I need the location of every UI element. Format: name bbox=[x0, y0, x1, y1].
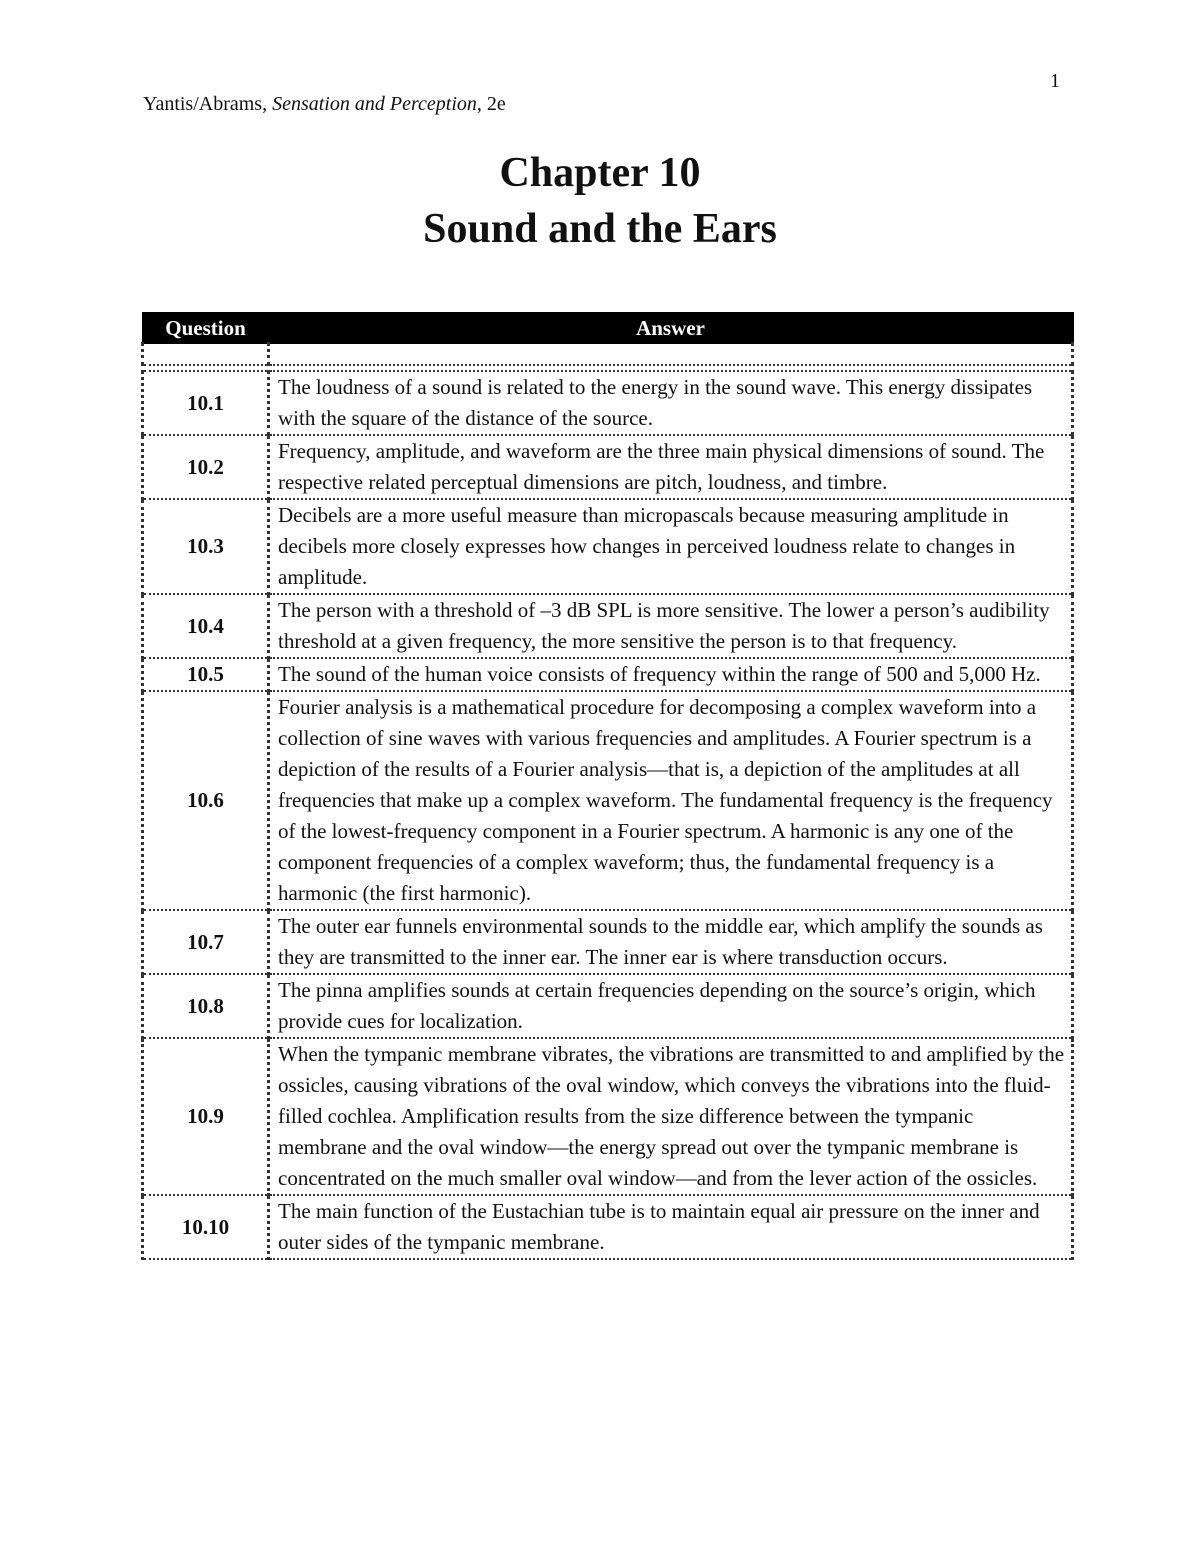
empty-question-cell bbox=[143, 343, 269, 365]
answer-text: The loudness of a sound is related to the energy in the sound wave. This energy dissipates with the square of the distance of the source. bbox=[269, 371, 1073, 435]
answer-text: When the tympanic membrane vibrates, the vibrations are transmitted to and amplified by the ossicles, causing vibrations of the oval window, which conveys the vibrations into the fluid-filled cochlea. Amplification results from the size difference between the tympanic membrane and the oval window—the energy spread out over the tympanic membrane is concentrated on the much smaller oval window—and from the lever action of the ossicles. bbox=[269, 1038, 1073, 1195]
question-number: 10.8 bbox=[143, 974, 269, 1038]
question-number: 10.4 bbox=[143, 594, 269, 658]
qa-table-body bbox=[143, 343, 1073, 1259]
answer-text: The sound of the human voice consists of frequency within the range of 500 and 5,000 Hz. bbox=[269, 658, 1073, 691]
answer-text: Fourier analysis is a mathematical procedure for decomposing a complex waveform into a collection of sine waves with various frequencies and amplitudes. A Fourier spectrum is a depiction of the results of a Fourier analysis—that is, a depiction of the amplitudes at all frequencies that make up a complex waveform. The fundamental frequency is the frequency of the lowest-frequency component in a Fourier spectrum. A harmonic is any one of the component frequencies of a complex waveform; thus, the fundamental frequency is a harmonic (the first harmonic). bbox=[269, 691, 1073, 910]
table-row bbox=[143, 1038, 1073, 1195]
answer-text: The outer ear funnels environmental sounds to the middle ear, which amplify the sounds as they are transmitted to the inner ear. The inner ear is where transduction occurs. bbox=[269, 910, 1073, 974]
table-row bbox=[143, 435, 1073, 499]
question-number: 10.7 bbox=[143, 910, 269, 974]
answer-text: Decibels are a more useful measure than micropascals because measuring amplitude in decibels more closely expresses how changes in perceived loudness relate to changes in amplitude. bbox=[269, 499, 1073, 594]
table-row bbox=[143, 499, 1073, 594]
running-header bbox=[143, 93, 506, 116]
question-number: 10.5 bbox=[143, 658, 269, 691]
empty-answer-cell bbox=[269, 343, 1073, 365]
table-row bbox=[143, 594, 1073, 658]
qa-table bbox=[141, 312, 1074, 1260]
chapter-number: Chapter 10 bbox=[499, 150, 701, 196]
table-row bbox=[143, 974, 1073, 1038]
header-authors: Yantis/Abrams, bbox=[143, 93, 273, 115]
table-row bbox=[143, 910, 1073, 974]
table-row bbox=[143, 1195, 1073, 1259]
table-header-row bbox=[143, 313, 1073, 343]
answer-column-header: Answer bbox=[269, 313, 1073, 343]
header-book-title: Sensation and Perception bbox=[272, 93, 477, 115]
answer-text: Frequency, amplitude, and waveform are the three main physical dimensions of sound. The respective related perceptual dimensions are pitch, loudness, and timbre. bbox=[269, 435, 1073, 499]
table-row bbox=[143, 691, 1073, 910]
answer-text: The main function of the Eustachian tube is to maintain equal air pressure on the inner and outer sides of the tympanic membrane. bbox=[269, 1195, 1073, 1259]
question-column-header: Question bbox=[143, 313, 269, 343]
question-number: 10.2 bbox=[143, 435, 269, 499]
question-number: 10.10 bbox=[143, 1195, 269, 1259]
table-row bbox=[143, 658, 1073, 691]
header-edition: , 2e bbox=[476, 93, 506, 115]
empty-spacer-row bbox=[143, 343, 1073, 365]
question-number: 10.6 bbox=[143, 691, 269, 910]
question-number: 10.1 bbox=[143, 371, 269, 435]
question-number: 10.3 bbox=[143, 499, 269, 594]
answer-text: The pinna amplifies sounds at certain frequencies depending on the source’s origin, which provide cues for localization. bbox=[269, 974, 1073, 1038]
chapter-title: Sound and the Ears bbox=[423, 206, 777, 252]
table-row bbox=[143, 371, 1073, 435]
chapter-title-block bbox=[0, 145, 1200, 257]
question-number: 10.9 bbox=[143, 1038, 269, 1195]
page-number: 1 bbox=[1050, 70, 1060, 92]
answer-text: The person with a threshold of –3 dB SPL is more sensitive. The lower a person’s audibility threshold at a given frequency, the more sensitive the person is to that frequency. bbox=[269, 594, 1073, 658]
